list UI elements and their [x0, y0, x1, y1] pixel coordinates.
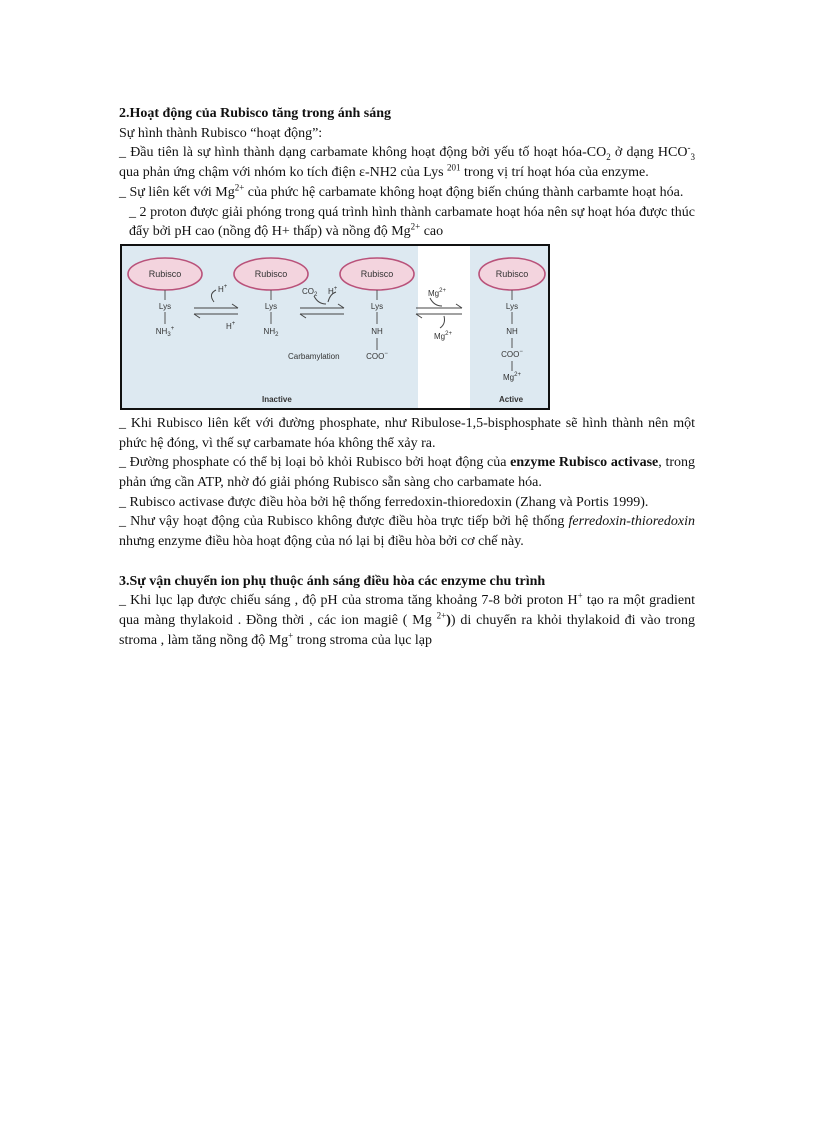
co2-label: $CO_2$ [302, 286, 318, 298]
paragraph-rubisco-activase: _ Đường phosphate có thể bị loại bỏ khỏi Rubisco bởi hoạt động của enzyme Rubisco activase, trong phản ứng cần ATP, nhờ đó giải phóng Rubisco sẵn sàng cho carbamate hóa. [119, 455, 695, 491]
lys-label: Lys [505, 301, 519, 311]
coo-label: COO− [366, 350, 388, 361]
lys-label: Lys [158, 301, 172, 311]
paragraph-activase-regulation: _ Rubisco activase được điều hòa bởi hệ thống ferredoxin-thioredoxin (Zhang và Portis 1999). [119, 494, 649, 510]
h-label: H+ [328, 285, 338, 296]
paragraph-mg-binding: _ Sự liên kết với $Mg^{2+}$ của phức hệ carbamate không hoạt động biến chúng thành carbamte hoạt hóa. [119, 182, 684, 200]
lys-label: Lys [370, 301, 384, 311]
paragraph-ion-transport: _ Khi lục lạp được chiếu sáng , độ pH của stroma tăng khoảng 7-8 bởi proton H+ tạo ra một gradient qua màng thylakoid . Đồng thời , các ion magiê ( Mg $^{2+}$)) di chuyển ra khỏi thylakoid đi vào trong stroma , làm tăng nồng độ Mg+ trong stroma của lục lạp [119, 590, 695, 648]
inactive-label: Inactive [262, 394, 292, 404]
section-2-intro: Sự hình thành Rubisco “hoạt động”: [119, 125, 323, 141]
section-3-heading: 3.Sự vận chuyển ion phụ thuộc ánh sáng điều hòa các enzyme chu trình [119, 573, 546, 589]
section-2-heading: 2.Hoạt động của Rubisco tăng trong ánh sáng [119, 106, 392, 121]
nh-label: NH [371, 326, 383, 336]
rubisco-label: Rubisco [254, 268, 288, 279]
rubisco-label: Rubisco [148, 268, 182, 279]
paragraph-proton-release: _ 2 proton được giải phóng trong quá trình hình thành carbamate hoạt hóa nên sự hoạt hóa được thúc đẩy bởi pH cao (nồng độ H+ thấp) và nồng độ $Mg^{2+}$ cao [129, 204, 695, 240]
paragraph-indirect-regulation: _ Như vậy hoạt động của Rubisco không được điều hòa trực tiếp bởi hệ thống ferredoxin-thioredoxin nhưng enzyme điều hòa hoạt động của nó lại bị điều hòa bởi cơ chế này. [119, 514, 695, 550]
carbamylation-label: Carbamylation [288, 351, 340, 361]
mg-label: $Mg^{2+}$ [428, 287, 446, 298]
rubisco-activation-figure [120, 244, 550, 410]
nh2-label: $NH_2$ [263, 326, 279, 338]
mg-label: $Mg^{2+}$ [434, 330, 452, 341]
h-label: H+ [226, 320, 236, 331]
nh3-label: $NH_3^+$ [155, 325, 175, 338]
mg-label: $Mg^{2+}$ [503, 371, 521, 382]
h-label: H+ [218, 283, 228, 294]
paragraph-carbamate-formation: _ Đầu tiên là sự hình thành dạng carbamate không hoạt động bởi yếu tố hoạt hóa-$CO_2$ ở dạng $HCO^-_3$ qua phản ứng chậm với nhóm ko tích điện ε-NH2 của Lys $^{201}$ trong vị trí hoạt hóa của enzyme. [119, 142, 695, 181]
rubisco-activation-diagram [122, 246, 548, 408]
active-label: Active [499, 394, 524, 404]
nh-label: NH [506, 326, 518, 336]
paragraph-sugar-phosphate-binding: _ Khi Rubisco liên kết với đường phosphate, như Ribulose-1,5-bisphosphate sẽ hình thành nên một phức hệ đóng, vì thế sự carbamate hóa không thể xảy ra. [119, 415, 695, 451]
lys-label: Lys [264, 301, 278, 311]
document-body [119, 104, 695, 650]
rubisco-label: Rubisco [495, 268, 529, 279]
coo-label: COO− [501, 348, 523, 359]
rubisco-label: Rubisco [360, 268, 394, 279]
figure-white-panel [418, 246, 470, 408]
